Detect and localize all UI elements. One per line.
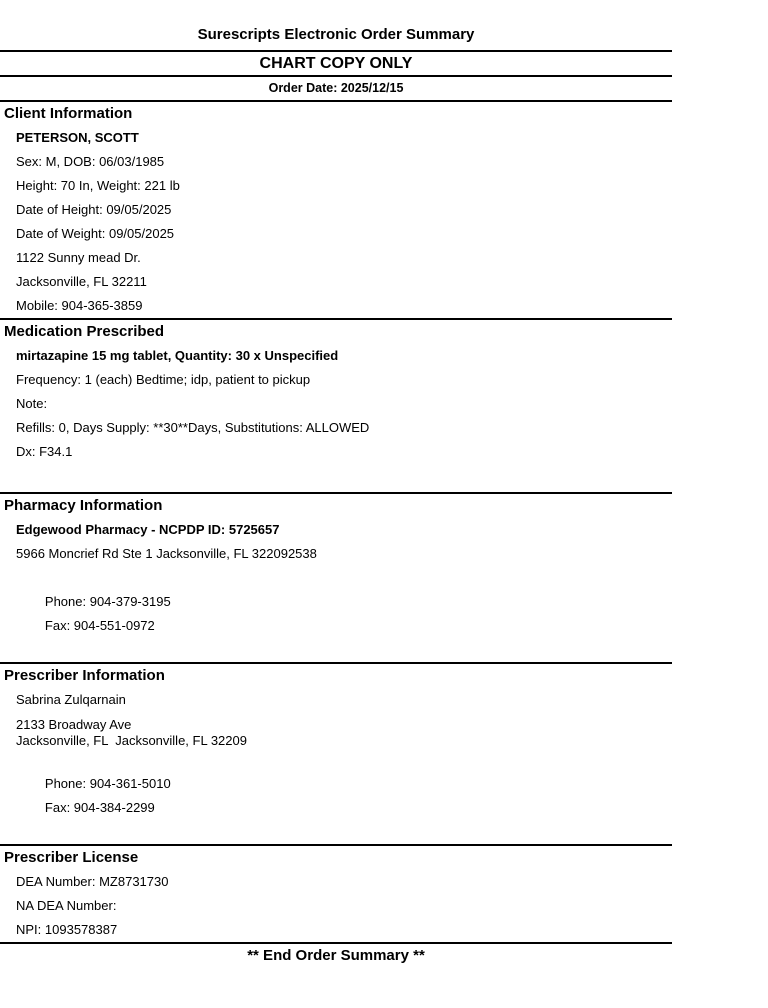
client-address-city: Jacksonville, FL 32211 (16, 274, 147, 289)
medication-prescribed-section (0, 318, 768, 464)
medication-frequency: Frequency: 1 (each) Bedtime; idp, patient to pickup (16, 372, 311, 387)
medication-refills: Refills: 0, Days Supply: **30**Days, Substitutions: ALLOWED (16, 420, 370, 435)
prescriber-information-section (0, 662, 768, 844)
divider (0, 942, 672, 944)
prescriber-phone-fax-row (16, 748, 768, 844)
client-sex-dob: Sex: M, DOB: 06/03/1985 (16, 154, 165, 169)
prescriber-name: Sabrina Zulqarnain (16, 692, 126, 707)
medication-name-quantity: mirtazapine 15 mg tablet, Quantity: 30 x Unspecified (16, 348, 339, 363)
license-na-dea-number: NA DEA Number: (16, 898, 117, 913)
pharmacy-phone: Phone: 904-379-3195 (44, 594, 171, 609)
medication-dx: Dx: F34.1 (16, 444, 73, 459)
section-header-medication: Medication Prescribed (4, 323, 165, 340)
pharmacy-fax: Fax: 904-551-0972 (44, 618, 155, 633)
prescriber-fax: Fax: 904-384-2299 (44, 800, 155, 815)
client-information-section (0, 100, 768, 318)
divider (0, 662, 672, 664)
client-name: PETERSON, SCOTT (16, 130, 139, 145)
section-header-license: Prescriber License (4, 849, 139, 866)
pharmacy-name-ncpdp: Edgewood Pharmacy - NCPDP ID: 5725657 (16, 522, 280, 537)
client-mobile: Mobile: 904-365-3859 (16, 298, 143, 313)
client-address-street: 1122 Sunny mead Dr. (16, 250, 141, 265)
chart-copy-banner: CHART COPY ONLY (259, 55, 413, 72)
pharmacy-address: 5966 Moncrief Rd Ste 1 Jacksonville, FL 322092538 (16, 546, 317, 561)
end-order-summary: ** End Order Summary ** (247, 947, 425, 964)
medication-note: Note: (16, 396, 48, 411)
divider (0, 318, 672, 320)
client-date-of-weight: Date of Weight: 09/05/2025 (16, 226, 175, 241)
license-npi: NPI: 1093578387 (16, 922, 118, 937)
prescriber-address-line1: 2133 Broadway Ave (16, 717, 132, 732)
client-height-weight: Height: 70 In, Weight: 221 lb (16, 178, 180, 193)
divider (0, 100, 672, 102)
client-date-of-height: Date of Height: 09/05/2025 (16, 202, 172, 217)
license-dea-number: DEA Number: MZ8731730 (16, 874, 169, 889)
section-header-client: Client Information (4, 105, 133, 122)
document-title: Surescripts Electronic Order Summary (197, 26, 475, 43)
section-header-pharmacy: Pharmacy Information (4, 497, 163, 514)
prescriber-license-section (0, 844, 768, 942)
pharmacy-information-section (0, 492, 768, 662)
pharmacy-phone-fax-row (16, 566, 768, 662)
order-date: Order Date: 2025/12/15 (268, 81, 404, 95)
divider (0, 844, 672, 846)
prescriber-phone: Phone: 904-361-5010 (44, 776, 171, 791)
divider (0, 492, 672, 494)
prescriber-address-line2: Jacksonville, FL Jacksonville, FL 32209 (16, 732, 247, 748)
section-header-prescriber: Prescriber Information (4, 667, 165, 684)
